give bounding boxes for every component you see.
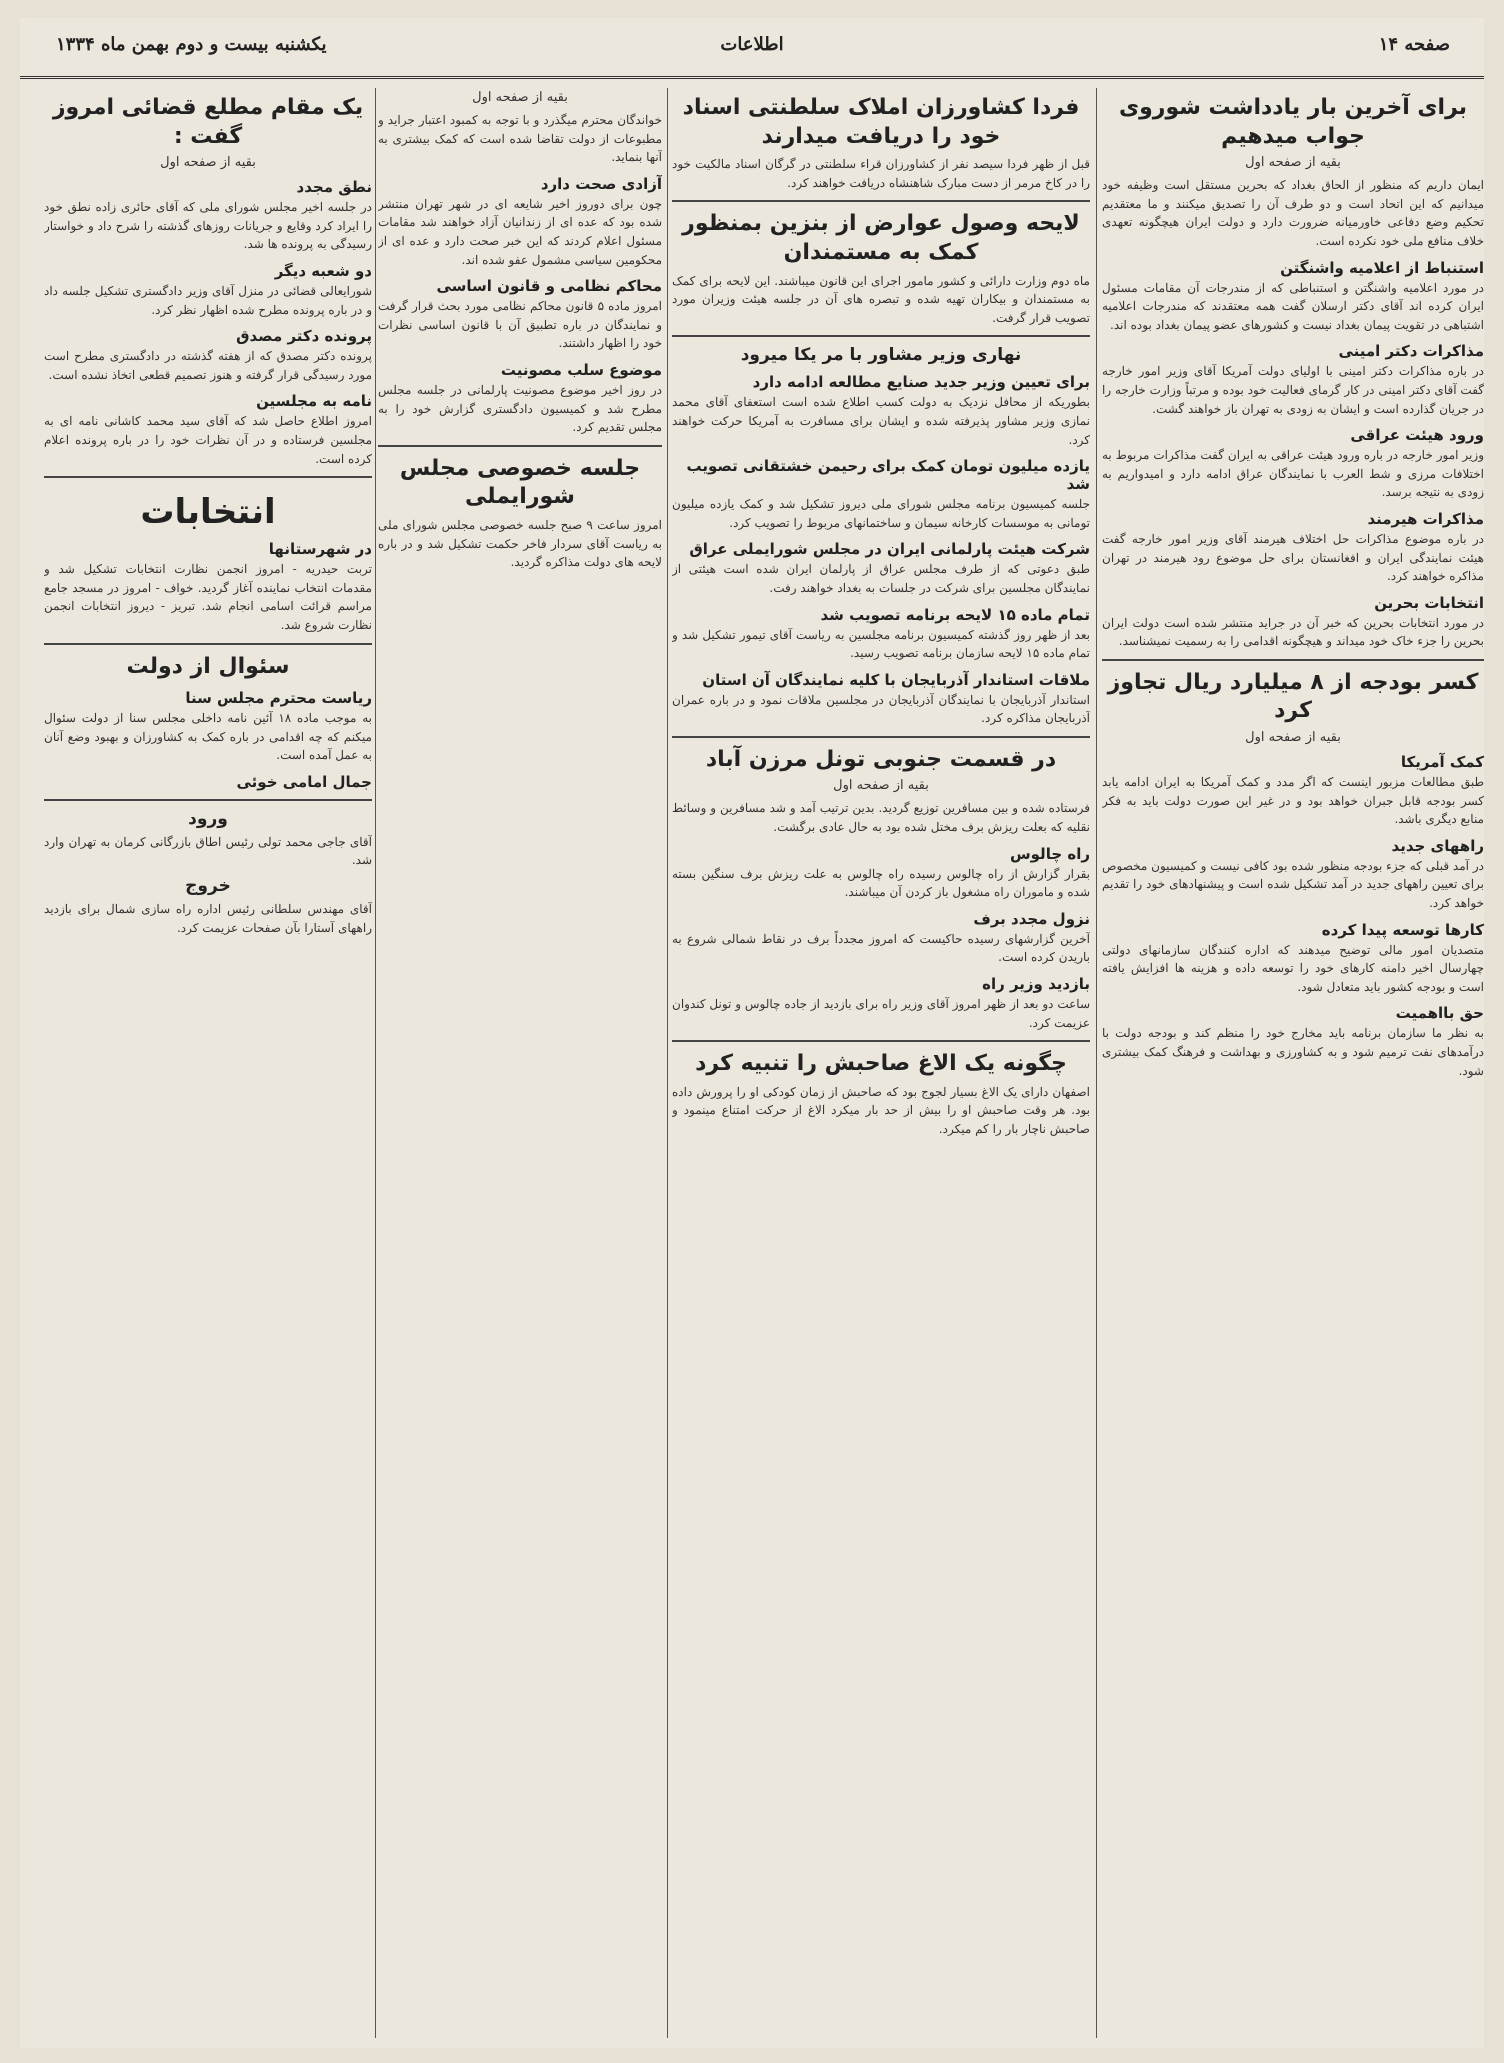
subheading: نزول مجدد برف <box>973 909 1090 928</box>
headline-question: سئوال از دولت <box>126 653 290 679</box>
section-divider <box>44 799 372 801</box>
subheading: بازدید وزیر راه <box>982 975 1090 994</box>
column-3 <box>378 88 662 2038</box>
continued-note: بقیه از صفحه اول <box>472 90 568 105</box>
article-paragraph: بقرار گزارش از راه چالوس رسیده راه چالوس به علت ریزش برف سنگین بسته شده و ماموران راه مشغول باز کردن آن میباشند. <box>672 866 1090 900</box>
article-paragraph: به موجب ماده ۱۸ آئین نامه داخلی مجلس سنا از دولت سئوال میکنم که چه اقدامی در باره کمک به کشاورزان و بهبود وضع آنان به عمل آمده است. <box>44 711 372 763</box>
article-paragraph: امروز اطلاع حاصل شد که آقای سید محمد کاشانی نامه ای به مجلسین فرستاده و در آن نظرات خود را در باره پرونده اعلام کرده است. <box>44 414 372 466</box>
section-divider <box>672 1040 1090 1042</box>
article-paragraph: استاندار آذربایجان با نمایندگان آذربایجان در مجلسین ملاقات نمود و در باره عمران آذربایجان مذاکره کرد. <box>672 692 1090 726</box>
column-divider <box>667 88 668 2038</box>
subheading: نامه به مجلسین <box>256 392 372 411</box>
column-2 <box>672 88 1090 2038</box>
subheading: برای تعیین وزیر جدید صنایع مطالعه ادامه دارد <box>752 373 1090 392</box>
article-paragraph: در روز اخیر موضوع مصونیت پارلمانی در جلسه مجلس مطرح شد و کمیسیون دادگستری گزارش خود را به مجلس تقدیم کرد. <box>378 382 662 435</box>
article-paragraph: بطوریکه از محافل نزدیک به دولت کسب اطلاع شده است استعفای آقای محمد نمازی وزیر مشاور پذیرفته شده و ایشان برای مسافرت به آمریکا حرکت خواهند کرد. <box>672 395 1090 447</box>
headline-gasoline-levy: لایحه وصول عوارض از بنزین بمنظور کمک به مستمندان <box>682 211 1080 265</box>
article-paragraph: در مورد اعلامیه واشنگتن و استنباطی که از مندرجات آن مقامات مسئول ایران کرده اند آقای دکتر ارسلان گفت همه معتقدند که مندرجات اعلامیه اشتباهی در تقویت پیمان بغداد نیست و کشورهای عضو پیمان بغداد بوده اند. <box>1102 280 1484 332</box>
subheading: راه چالوس <box>1009 844 1090 863</box>
article-paragraph: متصدیان امور مالی توضیح میدهند که اداره کنندگان سازمانهای دولتی چهارسال اخیر دامنه کارهای خود را توسعه داده و هزینه ها افزایش یافته است و بودجه کشور باید متعادل شود. <box>1102 942 1484 994</box>
subheading: مذاکرات هیرمند <box>1367 509 1484 528</box>
subheading: ریاست محترم مجلس سنا <box>185 689 372 708</box>
headline-tunnel: در قسمت جنوبی تونل مرزن آباد <box>705 746 1057 772</box>
column-1 <box>1102 88 1484 2038</box>
continued-note: بقیه از صفحه اول <box>160 155 256 171</box>
section-divider <box>672 335 1090 337</box>
subheading: ورود هیئت عراقی <box>1350 426 1484 445</box>
subheading: تمام ماده ۱۵ لایحه برنامه تصویب شد <box>820 605 1090 624</box>
column-divider <box>375 88 376 2038</box>
subheading: شرکت هیئت پارلمانی ایران در مجلس شورایملی عراق <box>689 540 1090 559</box>
article-paragraph: فرستاده شده و بین مسافرین توزیع گردید. بدین ترتیب آمد و شد مسافرین و وسائط نقلیه که بعلت ریزش برف مختل شده بود به حال عادی برگشت. <box>672 801 1090 835</box>
subheading: راههای جدید <box>1391 836 1484 855</box>
article-paragraph: خواندگان محترم میگذرد و با توجه به کمبود اعتبار جراید و مطبوعات از دولت تقاضا شده است که کمک بیشتری به آنها بنماید. <box>378 113 662 165</box>
article-paragraph: بعد از ظهر روز گذشته کمیسیون برنامه مجلسین به ریاست آقای تیمور تشکیل شد و تمام ماده ۱۵ لایحه سازمان برنامه تصویب رسید. <box>672 627 1090 661</box>
article-paragraph: ایمان داریم که منظور از الحاق بغداد که بحرین مستقل است وظیفه خود میدانیم که این اتحاد است و دو طرف آن را تصدیق میکنند و ما معتقدیم تحکیم وضع دفاعی خاورمیانه ضرورت دارد و دولت ایران هیچگونه تعهدی خلاف منافع ملی خود نکرده است. <box>1102 178 1484 248</box>
subheading: موضوع سلب مصونیت <box>500 360 662 379</box>
subheading: حق بااهمیت <box>1395 1004 1484 1023</box>
subheading: کارها توسعه پیدا کرده <box>1321 920 1484 939</box>
headline-farmers: فردا کشاورزان املاک سلطنتی اسناد خود را دریافت میدارند <box>682 95 1080 149</box>
newspaper-page <box>20 18 1484 2048</box>
article-paragraph: طبق دعوتی که از طرف مجلس عراق از پارلمان ایران شده است هیئتی از نمایندگان مجلسین برای شرکت در جلسات به بغداد خواهند رفت. <box>672 562 1090 595</box>
article-paragraph: جلسه کمیسیون برنامه مجلس شورای ملی دیروز تشکیل شد و کمک یازده میلیون تومانی به موسسات کارخانه سیمان و ساختمانهای مربوط را تصویب کرد. <box>672 497 1090 530</box>
article-paragraph: امروز ساعت ۹ صبح جلسه خصوصی مجلس شورای ملی به ریاست آقای سردار فاخر حکمت تشکیل شد و در باره لایحه های دولت مذاکره گردید. <box>378 517 662 570</box>
masthead <box>20 18 1484 79</box>
issue-date: یکشنبه بیست و دوم بهمن ماه ۱۳۳۴ <box>56 34 327 55</box>
section-divider <box>672 736 1090 738</box>
continued-note: بقیه از صفحه اول <box>1245 155 1341 171</box>
article-paragraph: وزیر امور خارجه در باره ورود هیئت عراقی به ایران گفت مذاکرات مربوط به اختلافات مرزی و شط العرب با نمایندگان عراق ادامه دارد و امیدواریم به زودی به نتیجه برسد. <box>1102 448 1484 500</box>
article-paragraph: آخرین گزارشهای رسیده حاکیست که امروز مجدداً برف در نقاط شمالی شروع به باریدن کرده است. <box>672 931 1090 965</box>
article-paragraph: آقای مهندس سلطانی رئیس اداره راه سازی شمال برای بازدید راههای آستارا بآن صفحات عزیمت کرد. <box>44 902 372 935</box>
article-paragraph: چون برای دوروز اخیر شایعه ای در شهر تهران منتشر شده بود که عده ای از زندانیان آزاد خواهند شد مقامات مسئول اعلام کردند که این خبر صحت دارد و عده ای از محکومین سیاسی مشمول عفو شده اند. <box>378 196 662 267</box>
article-paragraph: پرونده دکتر مصدق که از هفته گذشته در دادگستری مطرح است مورد رسیدگی قرار گرفته و هنوز تصمیم قطعی اتخاذ نشده است. <box>44 349 372 382</box>
subheading: کمک آمریکا <box>1400 753 1484 772</box>
headline-private-session: جلسه خصوصی مجلس شورایملی <box>399 455 641 510</box>
article-paragraph: طبق مطالعات مزبور اینست که اگر مدد و کمک آمریکا به ایران ادامه یابد کسر بودجه قابل جبران خواهد بود و در غیر این صورت دولت باید به فکر منابع دیگری باشد. <box>1102 775 1484 827</box>
section-divider <box>1102 659 1484 661</box>
article-paragraph: در باره مذاکرات دکتر امینی با اولیای دولت آمریکا آقای وزیر امور خارجه گفت آقای دکتر امینی در کار گرمای فعالیت خود بوده و مرتباً وزارت خارجه را در جریان گذارده است و ایشان به زودی به تهران باز خواهند گشت. <box>1102 364 1484 416</box>
section-divider <box>44 476 372 478</box>
newspaper-name: اطلاعات <box>720 34 784 55</box>
section-divider <box>44 643 372 645</box>
subheading: ملاقات استاندار آذربایجان با کلیه نمایندگان آن استان <box>702 670 1090 689</box>
headline-judicial-official: یک مقام مطلع قضائی امروز گفت : <box>52 95 364 149</box>
headline-soviet-note: برای آخرین بار یادداشت شوروی جواب میدهیم <box>1118 95 1468 149</box>
headline-elections: انتخابات <box>140 492 276 533</box>
subheading: پرونده دکتر مصدق <box>236 327 372 346</box>
subheading: مذاکرات دکتر امینی <box>1338 342 1484 361</box>
subheading: محاکم نظامی و قانون اساسی <box>436 277 662 296</box>
article-paragraph: شورایعالی قضائی در منزل آقای وزیر دادگستری تشکیل جلسه داد و در باره پرونده مطرح شده اظهار نظر کرد. <box>44 283 372 317</box>
column-4 <box>44 88 372 2038</box>
article-paragraph: ساعت دو بعد از ظهر امروز آقای وزیر راه برای بازدید از جاده چالوس و تونل کندوان عزیمت کرد. <box>672 997 1090 1030</box>
headline-departure: خروج <box>185 876 231 897</box>
subheading: انتخابات بحرین <box>1374 593 1484 612</box>
article-paragraph: ماه دوم وزارت دارائی و کشور مامور اجرای این قانون میباشند. این لایحه برای کمک به مستمندان و بیکاران تهیه شده و تبصره های آن در جلسه هیئت وزیران مورد تصویب قرار گرفت. <box>672 273 1090 325</box>
article-paragraph: امروز ماده ۵ قانون محاکم نظامی مورد بحث قرار گرفت و نمایندگان در باره تطبیق آن با قانون اساسی نظرات خود را اظهار داشتند. <box>378 299 662 351</box>
subheading: یازده میلیون تومان کمک برای رحیمن خشتقانی تصویب شد <box>686 457 1090 494</box>
signature-name: جمال امامی خوئی <box>236 772 372 791</box>
article-paragraph: در مورد انتخابات بحرین که خبر آن در جراید منتشر شده است دولت ایران بحرین را جزء خاک خود میداند و هیچگونه اقدامی را به رسمیت نمیشناسد. <box>1102 615 1484 649</box>
headline-budget-deficit: کسر بودجه از ۸ میلیارد ریال تجاوز کرد <box>1107 669 1479 724</box>
article-paragraph: تربت حیدریه - امروز انجمن نظارت انتخابات تشکیل شد و مقدمات انتخاب نماینده آغاز گردید. خواف - امروز در مسجد جامع مراسم قرائت اسامی انجام شد. تبریز - دیروز انتخابات انجمن نظارت شروع شد. <box>44 562 372 632</box>
headline-arrival: ورود <box>188 808 228 829</box>
subheading: استنباط از اعلامیه واشنگتن <box>1280 258 1484 277</box>
section-divider <box>378 445 662 447</box>
subheading: دو شعبه دیگر <box>274 261 372 280</box>
subheading: نطق مجدد <box>296 178 372 197</box>
page-number: صفحه ۱۴ <box>1378 34 1450 55</box>
article-paragraph: اصفهان دارای یک الاغ بسیار لجوج بود که صاحبش از زمان کودکی او را پرورش داده بود. هر وقت صاحبش او را بیش از حد بار میکرد الاغ از حرکت امتناع مینمود و صاحبش ناچار بار را کم میکرد. <box>672 1084 1090 1136</box>
column-divider <box>1096 88 1097 2038</box>
article-paragraph: در آمد قبلی که جزء بودجه منظور شده بود کافی نیست و کمیسیون مخصوص برای تعیین راههای جدید در آمد تشکیل شده است و پیشنهادهای خود را تقدیم خواهد کرد. <box>1102 858 1484 911</box>
headline-minister-travel: نهاری وزیر مشاور با مر یکا میرود <box>740 345 1022 366</box>
article-paragraph: در باره موضوع مذاکرات حل اختلاف هیرمند آقای وزیر امور خارجه گفت هیئت نمایندگی ایران و افغانستان برای حل موضوع رود هیرمند در تهران مذاکره خواهند کرد. <box>1102 531 1484 584</box>
subheading: در شهرستانها <box>268 540 372 559</box>
continued-note: بقیه از صفحه اول <box>1245 730 1341 746</box>
continued-note: بقیه از صفحه اول <box>833 778 929 794</box>
subheading: آزادی صحت دارد <box>540 174 662 193</box>
article-paragraph: به نظر ما سازمان برنامه باید مخارج خود را منظم کند و بودجه دولت با درآمدهای نفت ترمیم شود و به کشاورزی و بهداشت و فرهنگ کمک بیشتری شود. <box>1102 1026 1484 1078</box>
article-paragraph: قبل از ظهر فردا سیصد نفر از کشاورزان قراء سلطنتی در گرگان اسناد مالکیت خود را در کاخ مرمر از دست مبارک شاهنشاه دریافت خواهند کرد. <box>672 157 1090 190</box>
article-paragraph: در جلسه اخیر مجلس شورای ملی که آقای حائری زاده نطق خود را ایراد کرد وقایع و جریانات روزهای گذشته را شرح داد و خواستار رسیدگی به پرونده ها شد. <box>44 200 372 252</box>
headline-donkey: چگونه یک الاغ صاحبش را تنبیه کرد <box>695 1051 1067 1077</box>
section-divider <box>672 200 1090 202</box>
article-paragraph: آقای جاجی محمد تولی رئیس اطاق بازرگانی کرمان به تهران وارد شد. <box>44 834 372 868</box>
